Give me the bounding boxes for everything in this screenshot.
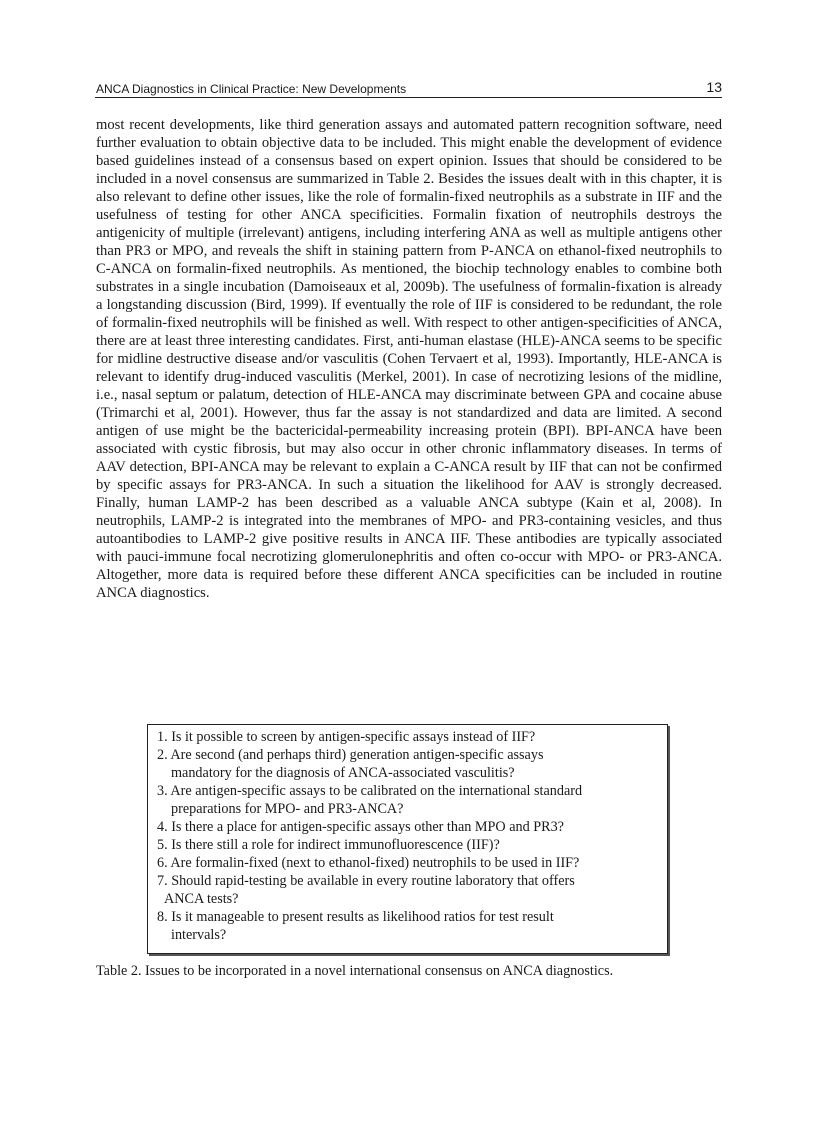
table-issue-5: [157, 836, 661, 854]
table-issue-8: [157, 908, 661, 944]
issue-continuation: mandatory for the diagnosis of ANCA-associated vasculitis?: [171, 765, 515, 781]
issue-text: 8. Is it manageable to present results as likelihood ratios for test result: [157, 909, 554, 925]
issue-text: 1. Is it possible to screen by antigen-specific assays instead of IIF?: [157, 729, 536, 745]
body-paragraph: most recent developments, like third generation assays and automated pattern recognition software, need further evaluation to obtain objective data to be included. This might enable the development of evidence based guidelines instead of a consensus based on expert opinion. Issues that should be considered to be included in a novel consensus are summarized in Table 2. Besides the issues dealt with in this chapter, it is also relevant to define other issues, like the role of formalin-fixed neutrophils as a substrate in IIF and the usefulness of testing for other ANCA specificities. Formalin fixation of neutrophils destroys the antigenicity of multiple (irrelevant) antigens, including interfering ANA as well as multiple antigens other than PR3 or MPO, and reveals the shift in staining pattern from P-ANCA on ethanol-fixed neutrophils to C-ANCA on formalin-fixed neutrophils. As mentioned, the biochip technology enables to combine both substrates in a single incubation (Damoiseaux et al, 2009b). The usefulness of formalin-fixation is already a longstanding discussion (Bird, 1999). If eventually the role of IIF is considered to be redundant, the role of formalin-fixed neutrophils will be finished as well. With respect to other antigen-specificities of ANCA, there are at least three interesting candidates. First, anti-human elastase (HLE)-ANCA seems to be specific for midline destructive disease and/or vasculitis (Cohen Tervaert et al, 1993). Importantly, HLE-ANCA is relevant to identify drug-induced vasculitis (Merkel, 2001). In case of necrotizing lesions of the midline, i.e., nasal septum or palatum, detection of HLE-ANCA may discriminate between GPA and cocaine abuse (Trimarchi et al, 2001). However, thus far the assay is not standardized and data are limited. A second antigen of use might be the bactericidal-permeability increasing protein (BPI). BPI-ANCA have been associated with cystic fibrosis, but may also occur in other chronic inflammatory diseases. In terms of AAV detection, BPI-ANCA may be relevant to explain a C-ANCA result by IIF that can not be confirmed by specific assays for PR3-ANCA. In such a situation the likelihood for AAV is strongly decreased. Finally, human LAMP-2 has been described as a valuable ANCA subtype (Kain et al, 2008). In neutrophils, LAMP-2 is integrated into the membranes of MPO- and PR3-containing vesicles, and thus autoantibodies to LAMP-2 give positive results in ANCA IIF. These antibodies are typically associated with pauci-immune focal necrotizing glomerulonephritis and often co-occur with MPO- or PR3-ANCA. Altogether, more data is required before these different ANCA specificities can be included in routine ANCA diagnostics.: [96, 117, 722, 601]
table-issue-6: [157, 854, 661, 872]
issue-text: 6. Are formalin-fixed (next to ethanol-fixed) neutrophils to be used in IIF?: [157, 855, 580, 871]
running-title: ANCA Diagnostics in Clinical Practice: New Developments: [96, 82, 407, 96]
table-2-box: [147, 724, 668, 954]
table-issue-3: [157, 782, 661, 818]
page-number: 13: [706, 79, 722, 95]
table-caption: Table 2. Issues to be incorporated in a novel international consensus on ANCA diagnostics.: [96, 963, 614, 979]
issue-text: 7. Should rapid-testing be available in every routine laboratory that offers: [157, 873, 575, 889]
table-issue-4: [157, 818, 661, 836]
table-issue-2: [157, 746, 661, 782]
running-header: [95, 79, 722, 98]
table-issue-1: [157, 728, 661, 746]
issue-text: 5. Is there still a role for indirect immunofluorescence (IIF)?: [157, 837, 500, 853]
issue-continuation: preparations for MPO- and PR3-ANCA?: [171, 801, 404, 817]
issue-continuation: ANCA tests?: [164, 891, 239, 907]
table-issue-7: [157, 872, 661, 908]
issue-text: 2. Are second (and perhaps third) generation antigen-specific assays: [157, 747, 544, 763]
issue-text: 3. Are antigen-specific assays to be calibrated on the international standard: [157, 783, 583, 799]
issue-continuation: intervals?: [171, 927, 227, 943]
issue-text: 4. Is there a place for antigen-specific assays other than MPO and PR3?: [157, 819, 564, 835]
